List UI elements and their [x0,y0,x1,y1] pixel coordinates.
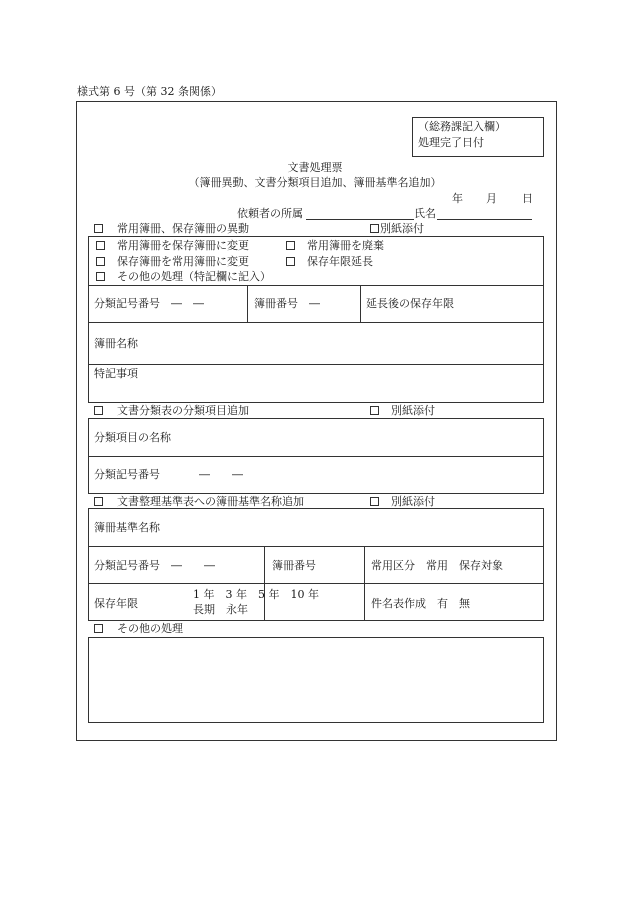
section3-checkbox[interactable] [94,497,103,506]
extended-period-label: 延長後の保存年限 [366,297,454,310]
option-other-checkbox[interactable] [96,272,105,281]
retention-options-line1: 1 年 3 年 5 年 10 年 [193,588,319,601]
option-archive-to-regular-label: 保存簿冊を常用簿冊に変更 [117,255,249,268]
option-other-label: その他の処理（特記欄に記入） [117,270,271,283]
divider [88,583,544,584]
form-title: 文書処理票 [287,161,343,174]
date-day: 日 [522,192,533,205]
divider [88,546,544,547]
section3-heading: 文書整理基準表への簿冊基準名称追加 [117,495,304,508]
section1-class-code-label: 分類記号番号 ― ― [94,297,204,310]
section3-attach-label: 別紙添付 [391,495,435,508]
option-dispose-checkbox[interactable] [286,241,295,250]
option-archive-to-regular-checkbox[interactable] [96,257,105,266]
section2-class-code-dashes: ― ― [199,468,243,481]
section3-class-code-label: 分類記号番号 ― ― [94,559,215,572]
date-year: 年 [452,192,463,205]
other-processing-field[interactable] [88,637,544,723]
section2-attach-checkbox[interactable] [370,406,379,415]
section4-heading: その他の処理 [117,622,183,635]
section3-book-number-label: 簿冊番号 [272,559,316,572]
item-name-label: 分類項目の名称 [94,431,171,444]
section1-attach-checkbox[interactable] [370,224,379,233]
requester-name-label: 氏名 [414,207,436,220]
date-month: 月 [486,192,497,205]
admin-box-heading: （総務課記入欄） [418,120,506,133]
section1-book-number-label: 簿冊番号 ― [254,297,320,310]
requester-name-field[interactable] [437,219,532,220]
standard-name-label: 簿冊基準名称 [94,521,160,534]
divider [247,285,248,322]
retention-options-line2: 長期 永年 [193,603,248,616]
form-subtitle: （簿冊異動、文書分類項目追加、簿冊基準名追加） [188,176,442,189]
option-dispose-label: 常用簿冊を廃棄 [307,239,384,252]
option-extend-period-label: 保存年限延長 [307,255,373,268]
section1-heading: 常用簿冊、保存簿冊の異動 [117,222,249,235]
section2-heading: 文書分類表の分類項目追加 [117,404,249,417]
section4-checkbox[interactable] [94,624,103,633]
section3-attach-checkbox[interactable] [370,497,379,506]
index-table-label: 件名表作成 有 無 [371,597,470,610]
retention-period-label: 保存年限 [94,597,138,610]
section2-attach-label: 別紙添付 [391,404,435,417]
section2-checkbox[interactable] [94,406,103,415]
divider [88,364,544,365]
book-name-label: 簿冊名称 [94,337,138,350]
divider [88,285,544,286]
usage-class-label: 常用区分 常用 保存対象 [371,559,503,572]
remarks-label: 特記事項 [94,367,138,380]
requester-dept-field[interactable] [306,219,414,220]
option-regular-to-archive-checkbox[interactable] [96,241,105,250]
section2-class-code-label: 分類記号番号 [94,468,160,481]
option-regular-to-archive-label: 常用簿冊を保存簿冊に変更 [117,239,249,252]
divider [88,456,544,457]
divider [88,322,544,323]
section1-checkbox[interactable] [94,224,103,233]
requester-dept-label: 依頼者の所属 [237,207,303,220]
form-number: 様式第 6 号（第 32 条関係） [77,85,222,98]
completion-date-label: 処理完了日付 [418,136,484,149]
option-extend-period-checkbox[interactable] [286,257,295,266]
divider [360,285,361,322]
section1-attach-label: 別紙添付 [380,222,424,235]
